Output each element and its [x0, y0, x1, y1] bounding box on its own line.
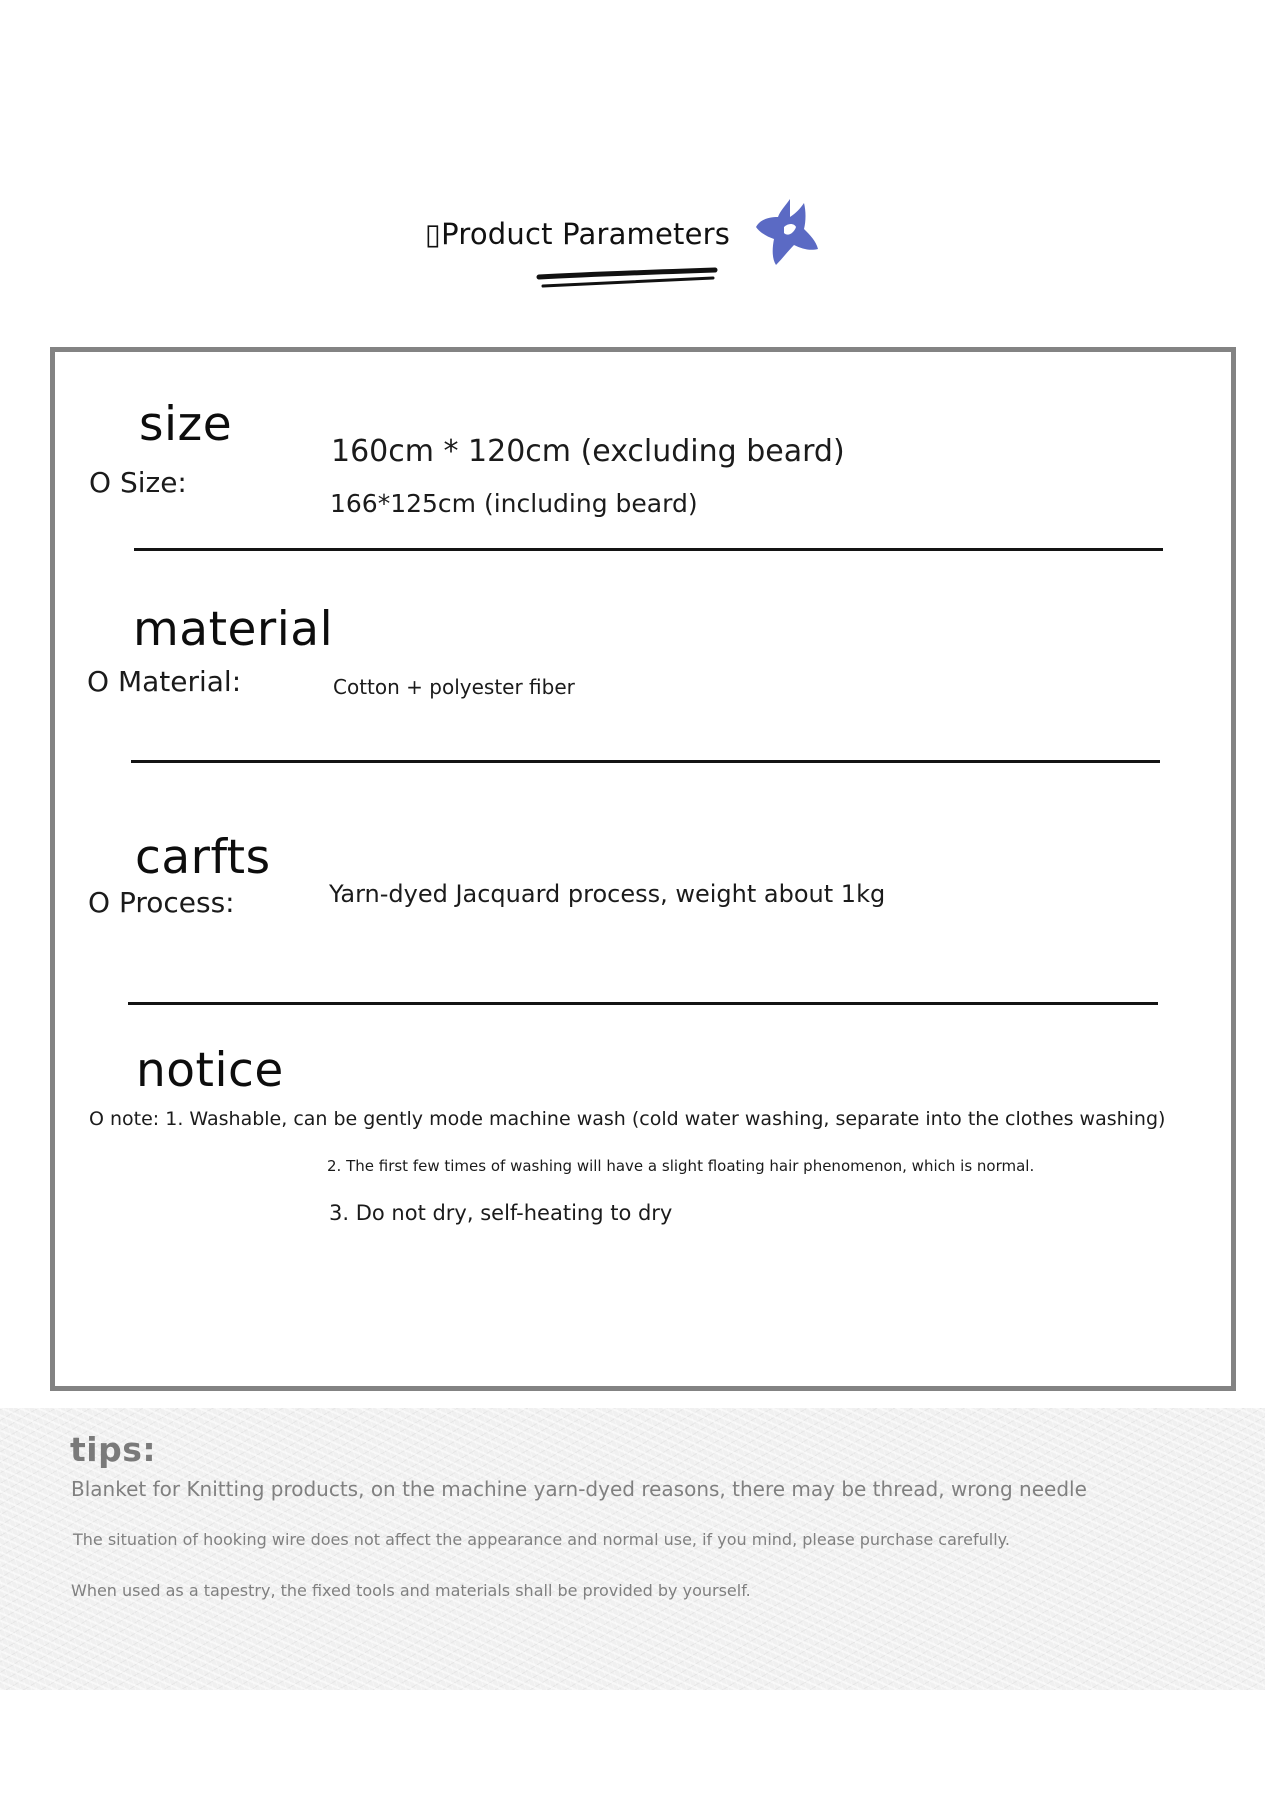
notice-line-3: 3. Do not dry, self-heating to dry	[329, 1201, 673, 1225]
tips-line-1: Blanket for Knitting products, on the machine yarn-dyed reasons, there may be thread, wrong needle	[71, 1477, 1087, 1501]
title-underline-stroke	[535, 265, 720, 295]
size-value-excluding: 160cm * 120cm (excluding beard)	[331, 434, 845, 469]
size-value-including: 166*125cm (including beard)	[330, 489, 698, 518]
tips-title: tips:	[70, 1430, 157, 1469]
crafts-label: O Process:	[88, 886, 235, 919]
size-divider	[134, 548, 1163, 551]
notice-heading: notice	[136, 1043, 284, 1098]
notice-line-1: O note: 1. Washable, can be gently mode machine wash (cold water washing, separate into the clothes washing)	[89, 1108, 1166, 1130]
material-heading: material	[133, 602, 334, 657]
material-label: O Material:	[87, 665, 242, 698]
material-value: Cotton + polyester fiber	[333, 675, 575, 699]
tips-line-2: The situation of hooking wire does not affect the appearance and normal use, if you mind, please purchase carefully.	[73, 1530, 1010, 1549]
crafts-divider	[128, 1002, 1158, 1005]
notice-line-2: 2. The first few times of washing will have a slight floating hair phenomenon, which is normal.	[327, 1157, 1035, 1175]
crafts-value: Yarn-dyed Jacquard process, weight about 1kg	[329, 880, 886, 908]
crafts-heading: carfts	[135, 830, 271, 885]
star-doodle-icon	[750, 193, 822, 273]
parameters-box	[50, 347, 1236, 1391]
size-label: O Size:	[89, 466, 187, 499]
tips-panel	[0, 1408, 1265, 1690]
tips-line-3: When used as a tapestry, the fixed tools and materials shall be provided by yourself.	[71, 1581, 751, 1600]
page-title: ▯Product Parameters	[425, 217, 731, 251]
material-divider	[131, 760, 1160, 763]
size-heading: size	[139, 397, 233, 452]
